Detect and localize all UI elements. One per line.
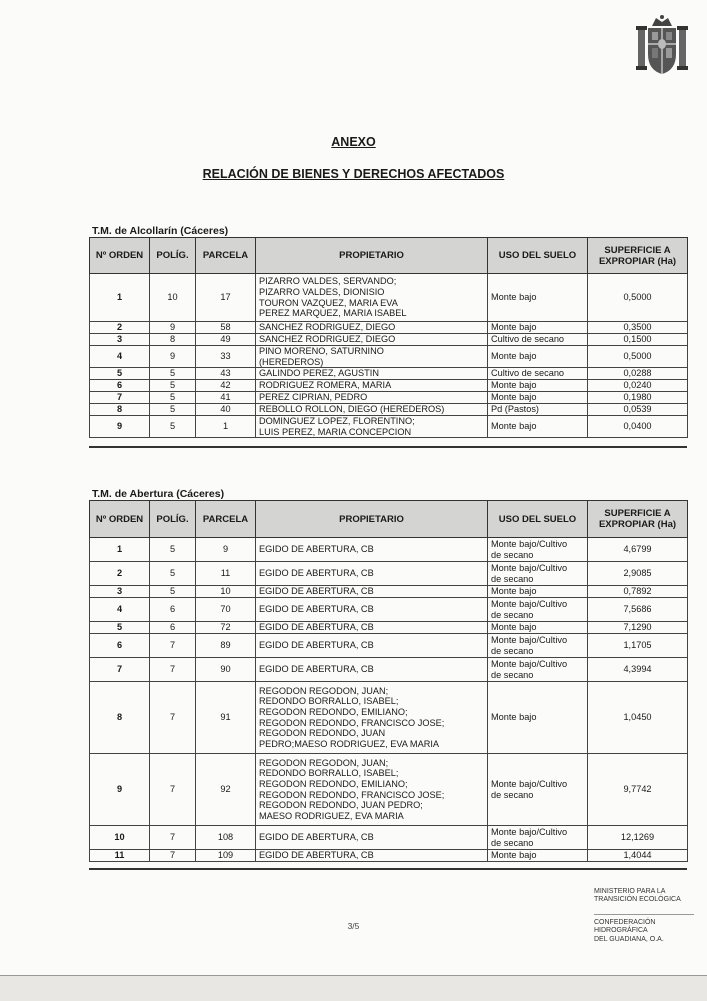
table-row (90, 850, 688, 862)
polig-cell: 7 (150, 826, 196, 850)
propietario-cell: EGIDO DE ABERTURA, CB (256, 562, 488, 586)
polig-cell: 6 (150, 598, 196, 622)
propietario-cell: REBOLLO ROLLON, DIEGO (HEREDEROS) (256, 404, 488, 416)
parcela-cell: 108 (196, 826, 256, 850)
uso-cell: Monte bajo (488, 346, 588, 368)
parcela-cell: 1 (196, 416, 256, 438)
superficie-cell: 0,1500 (588, 334, 688, 346)
uso-cell: Monte bajo (488, 392, 588, 404)
table-row (90, 416, 688, 438)
col-orden: Nº ORDEN (90, 238, 150, 274)
footer-divider (594, 914, 694, 915)
propietario-cell: GALINDO PEREZ, AGUSTIN (256, 368, 488, 380)
coat-of-arms-icon (634, 14, 690, 78)
annex-title: ANEXO (331, 135, 376, 149)
orden-cell: 4 (90, 598, 150, 622)
polig-cell: 7 (150, 634, 196, 658)
uso-cell: Pd (Pastos) (488, 404, 588, 416)
parcela-cell: 33 (196, 346, 256, 368)
orden-cell: 6 (90, 634, 150, 658)
superficie-cell: 1,4044 (588, 850, 688, 862)
propietario-cell: EGIDO DE ABERTURA, CB (256, 538, 488, 562)
uso-cell: Monte bajo/Cultivo de secano (488, 538, 588, 562)
polig-cell: 7 (150, 682, 196, 754)
propietario-cell: REGODON REGODON, JUAN; REDONDO BORRALLO, ISABEL; REGODON REDONDO, EMILIANO; REGODON REDONDO, FRANCISCO JOSE; REGODON REDONDO, JUAN PEDRO;MAESO RODRIGUEZ, EVA MARIA (256, 682, 488, 754)
propietario-cell: EGIDO DE ABERTURA, CB (256, 658, 488, 682)
polig-cell: 7 (150, 754, 196, 826)
propietario-cell: EGIDO DE ABERTURA, CB (256, 634, 488, 658)
propietario-cell: RODRIGUEZ ROMERA, MARIA (256, 380, 488, 392)
uso-cell: Monte bajo (488, 274, 588, 322)
orden-cell: 5 (90, 368, 150, 380)
table-row (90, 754, 688, 826)
uso-cell: Monte bajo (488, 586, 588, 598)
parcela-cell: 43 (196, 368, 256, 380)
parcela-cell: 40 (196, 404, 256, 416)
orden-cell: 2 (90, 322, 150, 334)
table-row (90, 274, 688, 322)
orden-cell: 8 (90, 682, 150, 754)
section-title-abertura: T.M. de Abertura (Cáceres) (92, 488, 225, 500)
superficie-cell: 0,3500 (588, 322, 688, 334)
parcela-cell: 11 (196, 562, 256, 586)
table-row (90, 682, 688, 754)
superficie-cell: 0,0400 (588, 416, 688, 438)
col-propietario: PROPIETARIO (256, 238, 488, 274)
table-row (90, 334, 688, 346)
orden-cell: 9 (90, 754, 150, 826)
propietario-cell: EGIDO DE ABERTURA, CB (256, 622, 488, 634)
propietario-cell: DOMINGUEZ LOPEZ, FLORENTINO; LUIS PEREZ, MARIA CONCEPCION (256, 416, 488, 438)
orden-cell: 5 (90, 622, 150, 634)
uso-cell: Monte bajo (488, 416, 588, 438)
orden-cell: 7 (90, 392, 150, 404)
table-row (90, 368, 688, 380)
propietario-cell: EGIDO DE ABERTURA, CB (256, 850, 488, 862)
polig-cell: 5 (150, 586, 196, 598)
polig-cell: 5 (150, 562, 196, 586)
superficie-cell: 0,0288 (588, 368, 688, 380)
superficie-cell: 1,0450 (588, 682, 688, 754)
orden-cell: 3 (90, 334, 150, 346)
uso-cell: Monte bajo/Cultivo de secano (488, 634, 588, 658)
table-header (90, 501, 688, 538)
table-row (90, 380, 688, 392)
parcela-cell: 92 (196, 754, 256, 826)
propietario-cell: SANCHEZ RODRIGUEZ, DIEGO (256, 334, 488, 346)
table-bottom-rule (89, 446, 687, 448)
orden-cell: 8 (90, 404, 150, 416)
table-row (90, 538, 688, 562)
table-row (90, 622, 688, 634)
uso-cell: Monte bajo (488, 380, 588, 392)
polig-cell: 5 (150, 416, 196, 438)
polig-cell: 9 (150, 346, 196, 368)
col-uso: USO DEL SUELO (488, 501, 588, 538)
parcela-cell: 41 (196, 392, 256, 404)
page-bottom-edge (0, 975, 707, 1001)
parcela-cell: 72 (196, 622, 256, 634)
uso-cell: Cultivo de secano (488, 368, 588, 380)
col-polig: POLÍG. (150, 238, 196, 274)
propietario-cell: PINO MORENO, SATURNINO (HEREDEROS) (256, 346, 488, 368)
table-row (90, 826, 688, 850)
table-row (90, 598, 688, 622)
table-row (90, 322, 688, 334)
parcela-cell: 70 (196, 598, 256, 622)
table-row (90, 392, 688, 404)
orden-cell: 1 (90, 538, 150, 562)
superficie-cell: 12,1269 (588, 826, 688, 850)
propietario-cell: EGIDO DE ABERTURA, CB (256, 598, 488, 622)
parcela-cell: 10 (196, 586, 256, 598)
parcela-cell: 91 (196, 682, 256, 754)
uso-cell: Monte bajo (488, 682, 588, 754)
parcela-cell: 109 (196, 850, 256, 862)
page-number: 3/5 (347, 921, 360, 931)
col-superficie: SUPERFICIE A EXPROPIAR (Ha) (588, 501, 688, 538)
parcela-cell: 58 (196, 322, 256, 334)
parcela-cell: 90 (196, 658, 256, 682)
properties-table-abertura (89, 500, 688, 862)
superficie-cell: 4,3994 (588, 658, 688, 682)
orden-cell: 3 (90, 586, 150, 598)
polig-cell: 8 (150, 334, 196, 346)
table-bottom-rule (89, 868, 687, 870)
propietario-cell: REGODON REGODON, JUAN; REDONDO BORRALLO, ISABEL; REGODON REDONDO, EMILIANO; REGODON REDONDO, FRANCISCO JOSE; REGODON REDONDO, JUAN PEDRO; MAESO RODRIGUEZ, EVA MARIA (256, 754, 488, 826)
uso-cell: Monte bajo/Cultivo de secano (488, 658, 588, 682)
table-row (90, 634, 688, 658)
propietario-cell: SANCHEZ RODRIGUEZ, DIEGO (256, 322, 488, 334)
orden-cell: 10 (90, 826, 150, 850)
table-header (90, 238, 688, 274)
uso-cell: Monte bajo (488, 622, 588, 634)
table-row (90, 658, 688, 682)
parcela-cell: 9 (196, 538, 256, 562)
uso-cell: Monte bajo (488, 850, 588, 862)
table-row (90, 586, 688, 598)
parcela-cell: 42 (196, 380, 256, 392)
col-parcela: PARCELA (196, 238, 256, 274)
uso-cell: Monte bajo/Cultivo de secano (488, 754, 588, 826)
table-row (90, 562, 688, 586)
polig-cell: 7 (150, 658, 196, 682)
col-superficie: SUPERFICIE A EXPROPIAR (Ha) (588, 238, 688, 274)
ministry-label: MINISTERIO PARA LA TRANSICIÓN ECOLÓGICA (594, 888, 681, 904)
col-orden: Nº ORDEN (90, 501, 150, 538)
col-polig: POLÍG. (150, 501, 196, 538)
polig-cell: 7 (150, 850, 196, 862)
parcela-cell: 49 (196, 334, 256, 346)
polig-cell: 9 (150, 322, 196, 334)
uso-cell: Monte bajo/Cultivo de secano (488, 562, 588, 586)
table-row (90, 404, 688, 416)
superficie-cell: 4,6799 (588, 538, 688, 562)
superficie-cell: 9,7742 (588, 754, 688, 826)
propietario-cell: EGIDO DE ABERTURA, CB (256, 586, 488, 598)
properties-table-alcollarin (89, 237, 688, 438)
col-parcela: PARCELA (196, 501, 256, 538)
superficie-cell: 0,1980 (588, 392, 688, 404)
superficie-cell: 0,5000 (588, 346, 688, 368)
superficie-cell: 2,9085 (588, 562, 688, 586)
parcela-cell: 17 (196, 274, 256, 322)
superficie-cell: 0,0240 (588, 380, 688, 392)
orden-cell: 6 (90, 380, 150, 392)
col-uso: USO DEL SUELO (488, 238, 588, 274)
section-title-alcollarin: T.M. de Alcollarín (Cáceres) (92, 225, 229, 237)
uso-cell: Monte bajo/Cultivo de secano (488, 826, 588, 850)
parcela-cell: 89 (196, 634, 256, 658)
confederation-label: CONFEDERACIÓN HIDROGRÁFICA DEL GUADIANA, O.A. (594, 919, 664, 943)
superficie-cell: 7,5686 (588, 598, 688, 622)
propietario-cell: PIZARRO VALDES, SERVANDO; PIZARRO VALDES, DIONISIO TOURON VAZQUEZ, MARIA EVA PEREZ MARQUEZ, MARIA ISABEL (256, 274, 488, 322)
superficie-cell: 0,0539 (588, 404, 688, 416)
orden-cell: 7 (90, 658, 150, 682)
superficie-cell: 1,1705 (588, 634, 688, 658)
uso-cell: Monte bajo (488, 322, 588, 334)
relation-title: RELACIÓN DE BIENES Y DERECHOS AFECTADOS (202, 167, 505, 181)
orden-cell: 11 (90, 850, 150, 862)
propietario-cell: EGIDO DE ABERTURA, CB (256, 826, 488, 850)
polig-cell: 5 (150, 392, 196, 404)
polig-cell: 5 (150, 380, 196, 392)
orden-cell: 1 (90, 274, 150, 322)
uso-cell: Cultivo de secano (488, 334, 588, 346)
superficie-cell: 0,5000 (588, 274, 688, 322)
table-body (90, 274, 688, 438)
uso-cell: Monte bajo/Cultivo de secano (488, 598, 588, 622)
superficie-cell: 7,1290 (588, 622, 688, 634)
polig-cell: 5 (150, 404, 196, 416)
polig-cell: 10 (150, 274, 196, 322)
orden-cell: 4 (90, 346, 150, 368)
table-row (90, 346, 688, 368)
orden-cell: 9 (90, 416, 150, 438)
polig-cell: 6 (150, 622, 196, 634)
polig-cell: 5 (150, 538, 196, 562)
propietario-cell: PEREZ CIPRIAN, PEDRO (256, 392, 488, 404)
polig-cell: 5 (150, 368, 196, 380)
col-propietario: PROPIETARIO (256, 501, 488, 538)
orden-cell: 2 (90, 562, 150, 586)
superficie-cell: 0,7892 (588, 586, 688, 598)
table-body (90, 538, 688, 862)
